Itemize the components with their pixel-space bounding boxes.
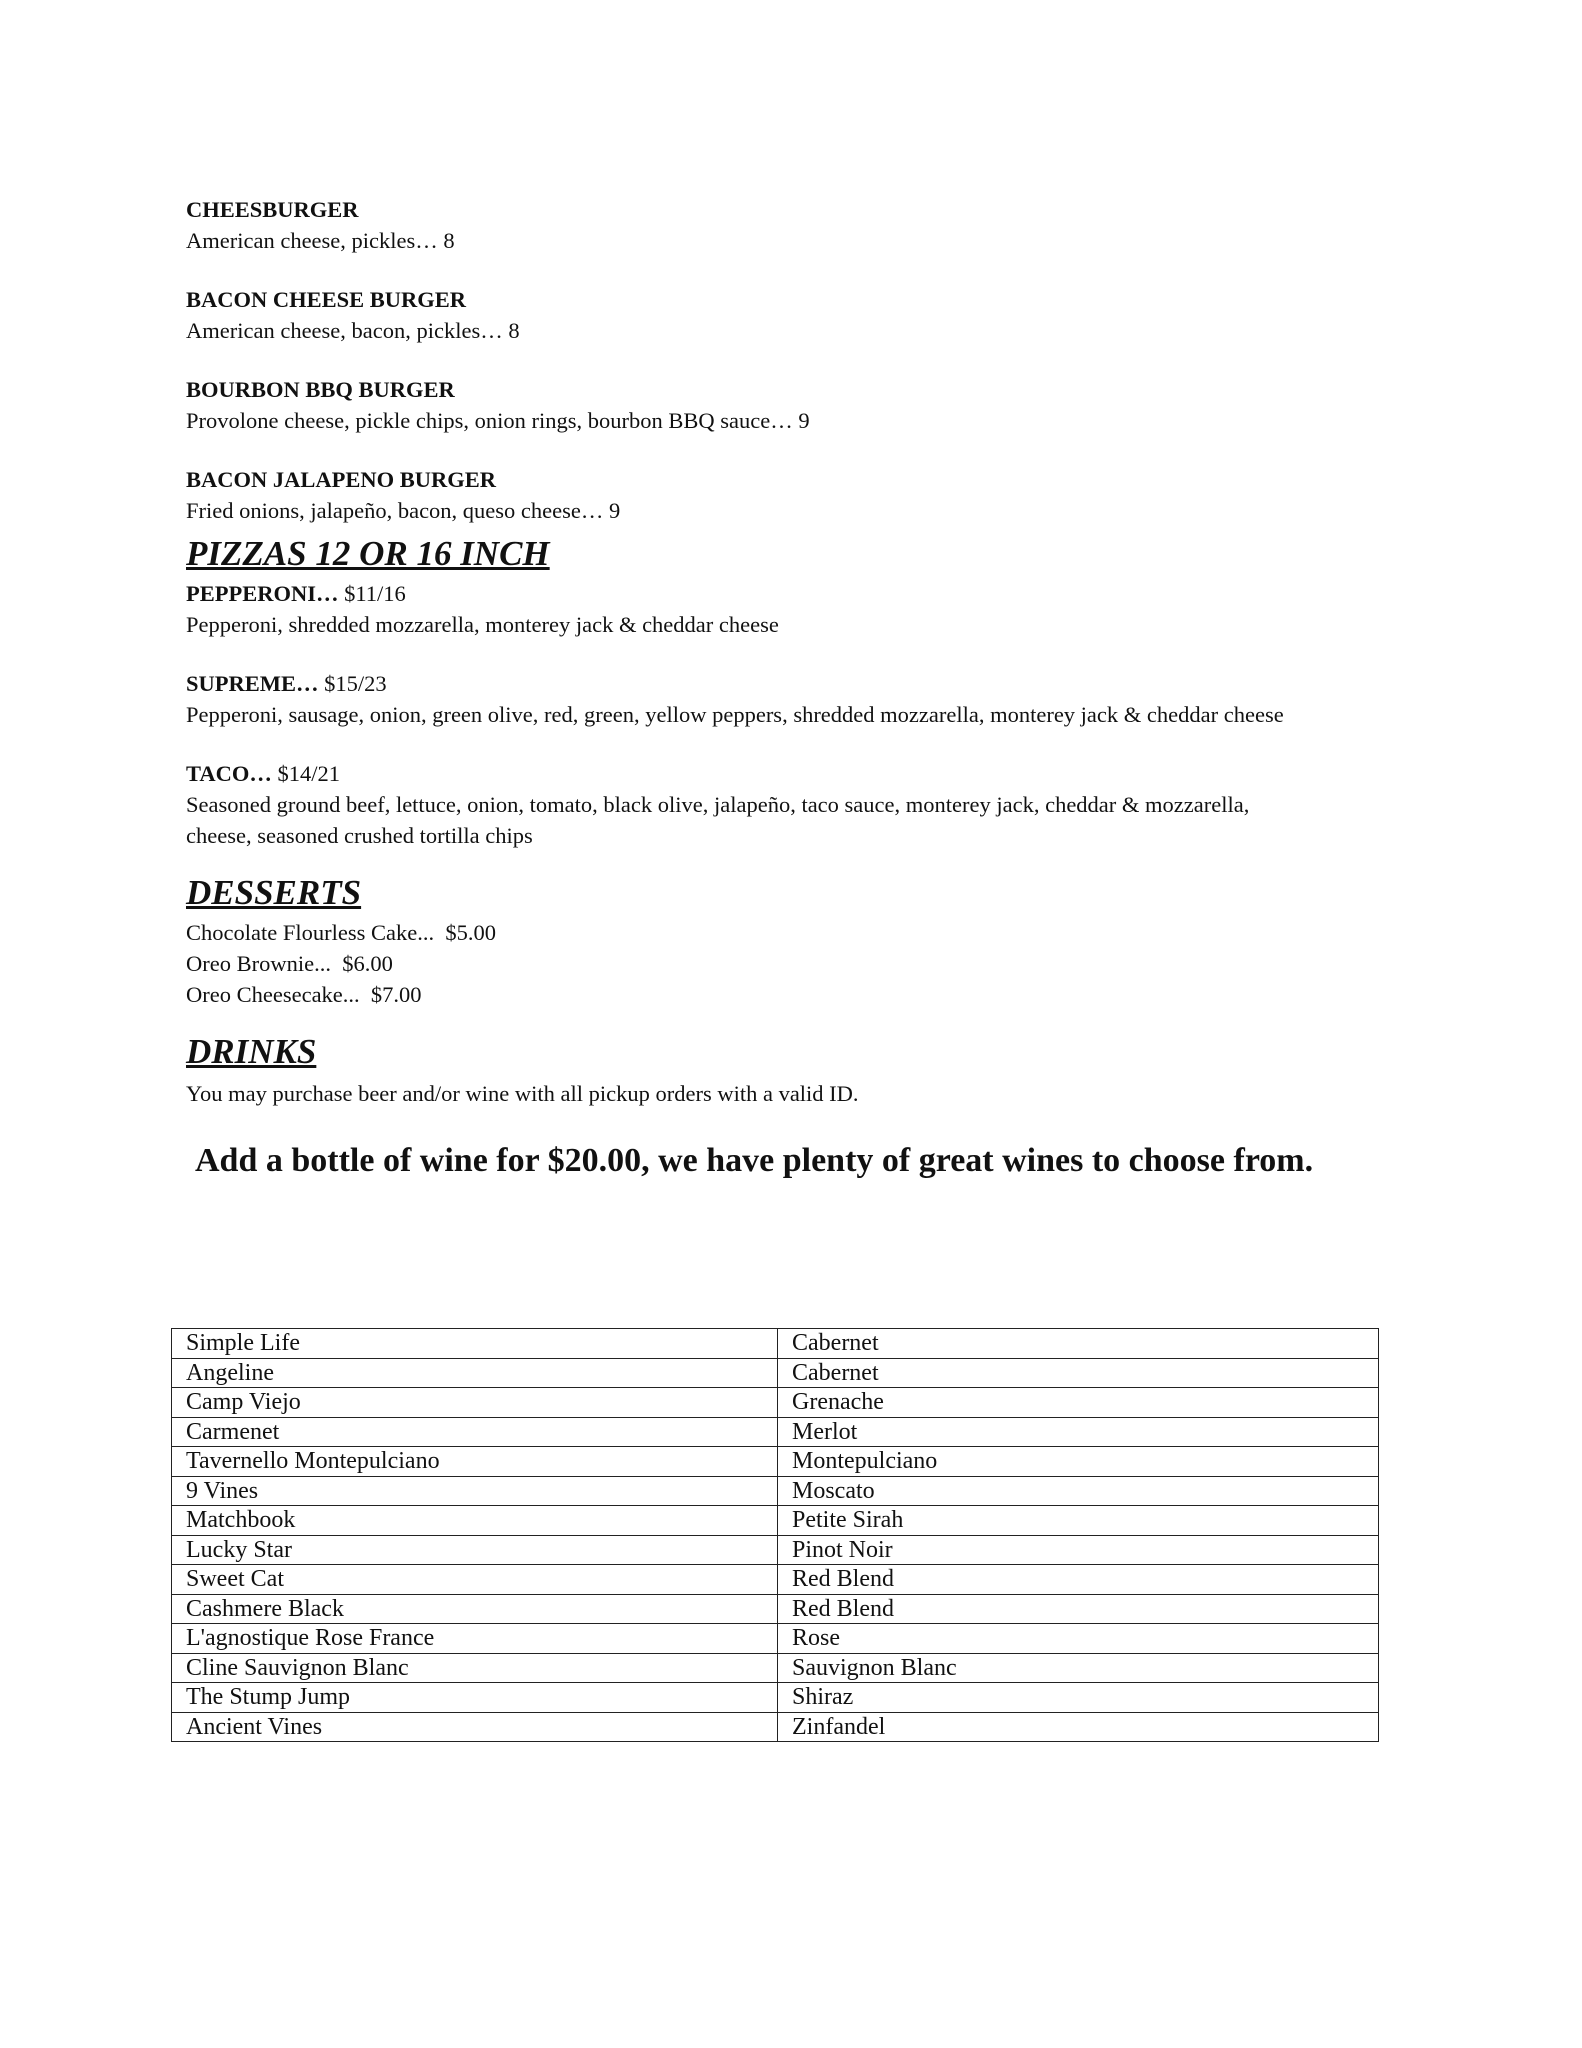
wine-name: Simple Life — [172, 1329, 778, 1359]
menu-item-bacon-jalapeno-burger — [186, 464, 1396, 526]
item-description: Pepperoni, sausage, onion, green olive, red, green, yellow peppers, shredded mozzarella, monterey jack & cheddar cheese — [186, 702, 1284, 727]
menu-item-bacon-cheese-burger — [186, 284, 1396, 346]
item-description-line-1: Seasoned ground beef, lettuce, onion, tomato, black olive, jalapeño, taco sauce, monterey jack, cheddar & mozzarella, — [186, 792, 1250, 817]
item-description-line-2: cheese, seasoned crushed tortilla chips — [186, 823, 533, 848]
dessert-list — [186, 917, 1396, 1010]
wine-name: L'agnostique Rose France — [172, 1624, 778, 1654]
dessert-item: Oreo Cheesecake... $7.00 — [186, 982, 422, 1007]
wine-row — [172, 1506, 1379, 1536]
item-name: BACON CHEESE BURGER — [186, 287, 467, 312]
wine-name: Carmenet — [172, 1417, 778, 1447]
item-title — [186, 668, 1396, 699]
wine-name: Tavernello Montepulciano — [172, 1447, 778, 1477]
wine-name: The Stump Jump — [172, 1683, 778, 1713]
pizzas-heading: PIZZAS 12 OR 16 INCH — [186, 534, 550, 573]
menu-item-supreme-pizza — [186, 668, 1396, 730]
wine-name: Camp Viejo — [172, 1388, 778, 1418]
wine-name: Sweet Cat — [172, 1565, 778, 1595]
wine-row — [172, 1447, 1379, 1477]
menu-item-cheeseburger — [186, 194, 1396, 256]
wine-name: Matchbook — [172, 1506, 778, 1536]
dessert-item: Oreo Brownie... $6.00 — [186, 951, 393, 976]
wine-row — [172, 1624, 1379, 1654]
wine-row — [172, 1358, 1379, 1388]
drinks-heading: DRINKS — [186, 1032, 317, 1071]
item-name: CHEESBURGER — [186, 197, 359, 222]
wine-row — [172, 1653, 1379, 1683]
item-description: American cheese, pickles… 8 — [186, 228, 455, 253]
wine-name: Lucky Star — [172, 1535, 778, 1565]
wine-varietal: Sauvignon Blanc — [778, 1653, 1379, 1683]
item-price: $14/21 — [277, 761, 340, 786]
item-price: $11/16 — [344, 581, 406, 606]
wine-name: Ancient Vines — [172, 1712, 778, 1742]
wine-name: Cline Sauvignon Blanc — [172, 1653, 778, 1683]
item-description: American cheese, bacon, pickles… 8 — [186, 318, 520, 343]
item-description: Fried onions, jalapeño, bacon, queso cheese… 9 — [186, 498, 621, 523]
wine-varietal: Petite Sirah — [778, 1506, 1379, 1536]
wine-name: Angeline — [172, 1358, 778, 1388]
wine-promo: Add a bottle of wine for $20.00, we have plenty of great wines to choose from. — [195, 1142, 1314, 1179]
wine-varietal: Red Blend — [778, 1594, 1379, 1624]
wine-row — [172, 1535, 1379, 1565]
desserts-heading: DESSERTS — [186, 873, 362, 912]
item-description: Provolone cheese, pickle chips, onion rings, bourbon BBQ sauce… 9 — [186, 408, 810, 433]
item-name: PEPPERONI… — [186, 581, 339, 606]
wine-row — [172, 1388, 1379, 1418]
item-name: SUPREME… — [186, 671, 319, 696]
wine-name: 9 Vines — [172, 1476, 778, 1506]
wine-varietal: Shiraz — [778, 1683, 1379, 1713]
item-name: TACO… — [186, 761, 272, 786]
wine-varietal: Zinfandel — [778, 1712, 1379, 1742]
wine-row — [172, 1329, 1379, 1359]
wine-varietal: Grenache — [778, 1388, 1379, 1418]
item-title — [186, 578, 1396, 609]
wine-varietal: Red Blend — [778, 1565, 1379, 1595]
menu-item-pepperoni-pizza — [186, 578, 1396, 640]
wine-row — [172, 1594, 1379, 1624]
wine-row — [172, 1712, 1379, 1742]
wine-varietal: Pinot Noir — [778, 1535, 1379, 1565]
wine-varietal: Cabernet — [778, 1329, 1379, 1359]
wine-row — [172, 1683, 1379, 1713]
wine-varietal: Moscato — [778, 1476, 1379, 1506]
wine-varietal: Rose — [778, 1624, 1379, 1654]
item-name: BACON JALAPENO BURGER — [186, 467, 497, 492]
menu-item-taco-pizza — [186, 758, 1396, 851]
wine-name: Cashmere Black — [172, 1594, 778, 1624]
wine-row — [172, 1417, 1379, 1447]
wine-varietal: Merlot — [778, 1417, 1379, 1447]
menu-item-bourbon-bbq-burger — [186, 374, 1396, 436]
drinks-note: You may purchase beer and/or wine with all pickup orders with a valid ID. — [186, 1081, 859, 1106]
wine-varietal: Montepulciano — [778, 1447, 1379, 1477]
wine-row — [172, 1476, 1379, 1506]
item-name: BOURBON BBQ BURGER — [186, 377, 455, 402]
dessert-item: Chocolate Flourless Cake... $5.00 — [186, 920, 496, 945]
menu-page — [186, 194, 1396, 1181]
wine-row — [172, 1565, 1379, 1595]
wine-table — [171, 1328, 1379, 1742]
wine-varietal: Cabernet — [778, 1358, 1379, 1388]
item-price: $15/23 — [324, 671, 387, 696]
item-title — [186, 758, 1396, 789]
item-description: Pepperoni, shredded mozzarella, monterey jack & cheddar cheese — [186, 612, 779, 637]
